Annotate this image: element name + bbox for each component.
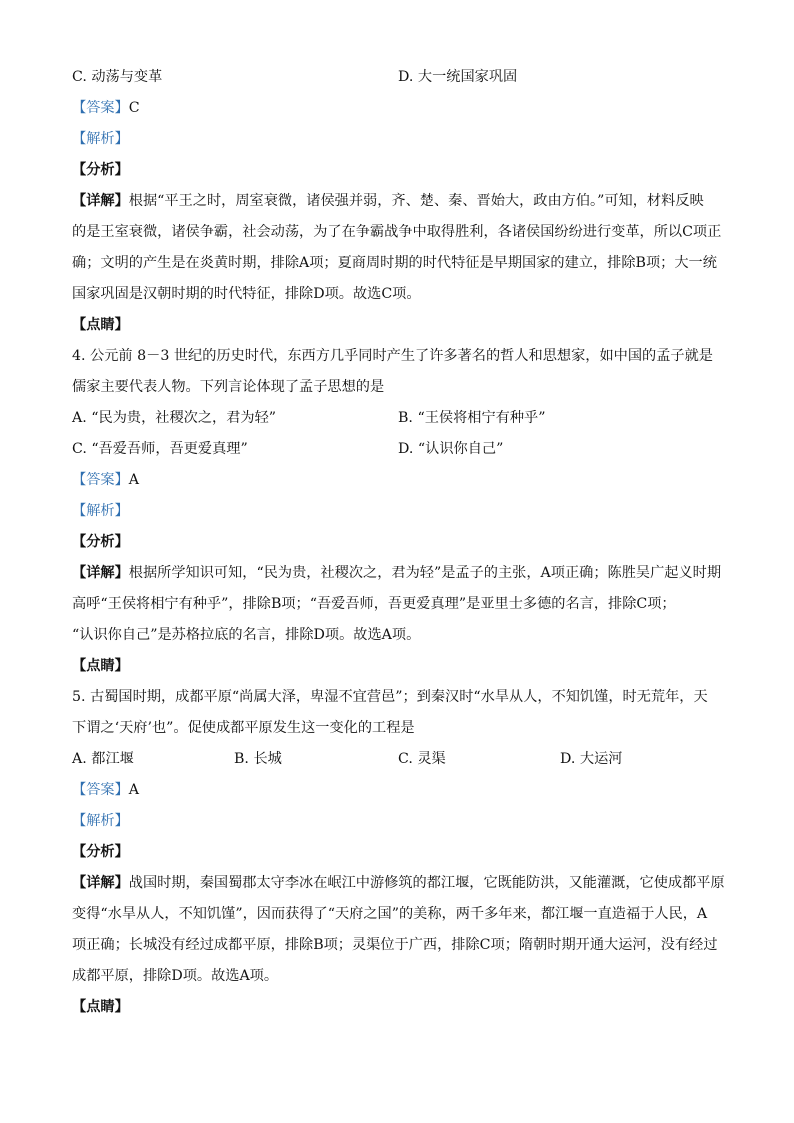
answer-tag: 【答案】 xyxy=(72,472,129,488)
q4-options-row-2 xyxy=(72,434,722,465)
q3-option-d: D. 大一统国家巩固 xyxy=(398,69,518,85)
q4-detail-line-1 xyxy=(72,558,722,589)
q4-dianjing-tag: 【点睛】 xyxy=(72,658,129,674)
q5-option-d: D. 大运河 xyxy=(560,751,623,767)
q4-jiexi-tag: 【解析】 xyxy=(72,503,129,519)
q3-detail-line-4: 国家巩固是汉朝时期的时代特征，排除D项。故选C项。 xyxy=(72,286,421,302)
q4-options-row-1 xyxy=(72,403,722,434)
q3-dianjing-tag: 【点睛】 xyxy=(72,317,129,333)
q4-stem-line-1: 4. 公元前 8－3 世纪的历史时代，东西方几乎同时产生了许多著名的哲人和思想家，如中国的孟子就是 xyxy=(72,348,713,364)
detail-text: 战国时期，秦国蜀郡太守李冰在岷江中游修筑的都江堰，它既能防洪，又能灌溉，它使成都平原 xyxy=(128,875,725,891)
q3-detail-line-1 xyxy=(72,186,722,217)
q3-answer xyxy=(72,93,722,124)
q3-options-row xyxy=(72,62,722,93)
q5-detail-line-3: 项正确；长城没有经过成都平原，排除B项；灵渠位于广西，排除C项；隋朝时期开通大运河，没有经过 xyxy=(72,937,718,953)
detail-text: 根据所学知识可知，“民为贵，社稷次之，君为轻”是孟子的主张，A项正确；陈胜吴广起义时期 xyxy=(128,565,722,581)
q5-option-b: B. 长城 xyxy=(234,751,282,767)
detail-tag: 【详解】 xyxy=(72,565,129,581)
detail-text: 根据“平王之时，周室衰微，诸侯强并弱，齐、楚、秦、晋始大，政由方伯。”可知，材料反映 xyxy=(128,193,704,209)
q3-detail-line-3: 确；文明的产生是在炎黄时期，排除A项；夏商周时期的时代特征是早期国家的建立，排除B项；大一统 xyxy=(72,255,717,271)
q4-option-c: C. “吾爱吾师，吾更爱真理” xyxy=(72,441,248,457)
answer-value: C xyxy=(128,100,140,116)
answer-value: A xyxy=(128,472,140,488)
q5-stem-line-2: 下谓之‘天府’也”。促使成都平原发生这一变化的工程是 xyxy=(72,720,415,736)
q5-fenxi-tag: 【分析】 xyxy=(72,844,129,860)
q5-option-c: C. 灵渠 xyxy=(398,751,446,767)
document-page xyxy=(72,62,725,1023)
q3-jiexi-tag: 【解析】 xyxy=(72,131,129,147)
q4-detail-line-3: “认识你自己”是苏格拉底的名言，排除D项。故选A项。 xyxy=(72,627,421,643)
detail-tag: 【详解】 xyxy=(72,193,129,209)
q3-option-c: C. 动荡与变革 xyxy=(72,69,163,85)
q5-detail-line-4: 成都平原，排除D项。故选A项。 xyxy=(72,968,279,984)
q5-dianjing-tag: 【点睛】 xyxy=(72,999,129,1015)
answer-tag: 【答案】 xyxy=(72,782,129,798)
q4-fenxi-tag: 【分析】 xyxy=(72,534,129,550)
q4-option-a: A. “民为贵，社稷次之，君为轻” xyxy=(72,410,277,426)
q4-detail-line-2: 高呼“王侯将相宁有种乎”，排除B项；“吾爱吾师，吾更爱真理”是亚里士多德的名言，排除C项； xyxy=(72,596,676,612)
q5-stem-line-1: 5. 古蜀国时期，成都平原“尚属大泽，卑湿不宜营邑”；到秦汉时“水旱从人，不知饥馑，时无荒年，天 xyxy=(72,689,708,705)
q3-detail-line-2: 的是王室衰微，诸侯争霸，社会动荡，为了在争霸战争中取得胜利，各诸侯国纷纷进行变革，所以C项正 xyxy=(72,224,722,240)
q5-detail-line-2: 变得“水旱从人，不知饥馑”，因而获得了“天府之国”的美称，两千多年来，都江堰一直造福于人民，A xyxy=(72,906,708,922)
q5-detail-line-1 xyxy=(72,868,725,899)
q4-stem-line-2: 儒家主要代表人物。下列言论体现了孟子思想的是 xyxy=(72,379,385,395)
detail-tag: 【详解】 xyxy=(72,875,129,891)
q5-jiexi-tag: 【解析】 xyxy=(72,813,129,829)
q4-answer xyxy=(72,465,722,496)
q5-options-row xyxy=(72,744,722,775)
q4-option-b: B. “王侯将相宁有种乎” xyxy=(398,410,546,426)
q5-option-a: A. 都江堰 xyxy=(72,751,134,767)
q4-option-d: D. “认识你自己” xyxy=(398,441,504,457)
answer-value: A xyxy=(128,782,140,798)
q3-fenxi-tag: 【分析】 xyxy=(72,162,129,178)
answer-tag: 【答案】 xyxy=(72,100,129,116)
q5-answer xyxy=(72,775,722,806)
